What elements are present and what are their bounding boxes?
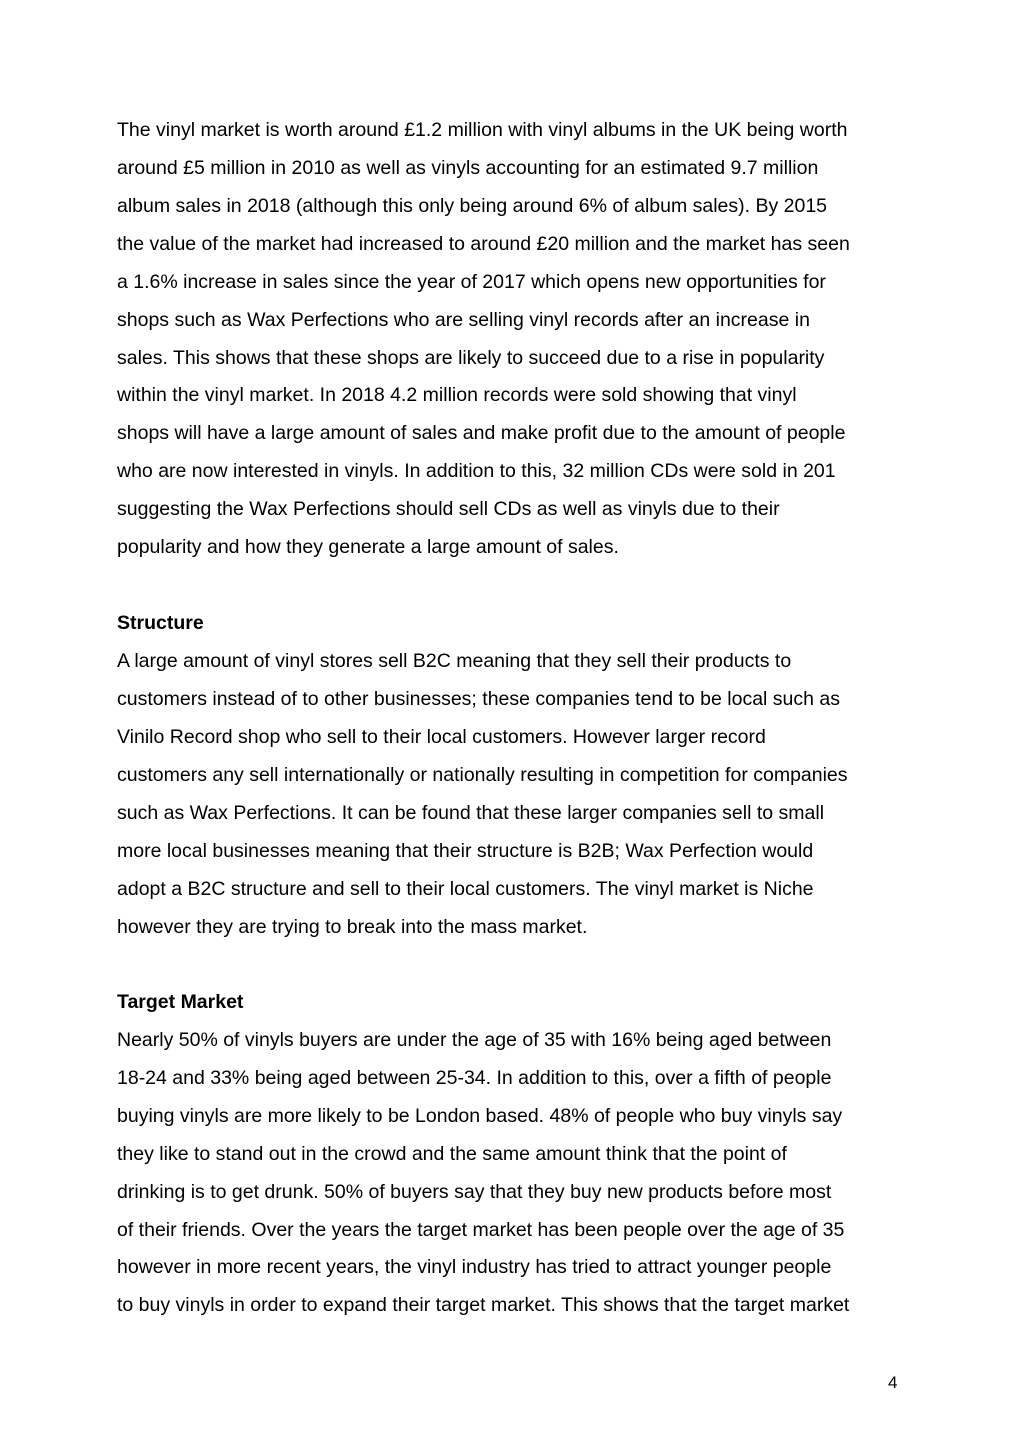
structure-line: A large amount of vinyl stores sell B2C meaning that they sell their products to bbox=[117, 650, 792, 672]
structure-line: such as Wax Perfections. It can be found that these larger companies sell to small bbox=[117, 802, 825, 824]
intro-line: shops will have a large amount of sales and make profit due to the amount of people bbox=[117, 422, 846, 444]
target-market-line: drinking is to get drunk. 50% of buyers say that they buy new products before most bbox=[117, 1181, 832, 1203]
structure-line: customers instead of to other businesses; these companies tend to be local such as bbox=[117, 688, 840, 710]
page-number: 4 bbox=[888, 1373, 898, 1392]
intro-line: shops such as Wax Perfections who are selling vinyl records after an increase in bbox=[117, 309, 810, 331]
intro-line: suggesting the Wax Perfections should sell CDs as well as vinyls due to their bbox=[117, 498, 780, 520]
intro-line: sales. This shows that these shops are likely to succeed due to a rise in popularity bbox=[117, 347, 825, 369]
intro-line: popularity and how they generate a large amount of sales. bbox=[117, 536, 619, 558]
intro-line: a 1.6% increase in sales since the year of 2017 which opens new opportunities for bbox=[117, 271, 826, 293]
intro-line: around £5 million in 2010 as well as vinyls accounting for an estimated 9.7 million bbox=[117, 157, 819, 179]
intro-line: who are now interested in vinyls. In addition to this, 32 million CDs were sold in 201 bbox=[117, 460, 836, 482]
intro-line: the value of the market had increased to around £20 million and the market has seen bbox=[117, 233, 850, 255]
intro-line: album sales in 2018 (although this only being around 6% of album sales). By 2015 bbox=[117, 195, 828, 217]
target-market-line: they like to stand out in the crowd and the same amount think that the point of bbox=[117, 1143, 787, 1165]
target-market-line: however in more recent years, the vinyl industry has tried to attract younger people bbox=[117, 1256, 832, 1278]
structure-line: Vinilo Record shop who sell to their local customers. However larger record bbox=[117, 726, 766, 748]
structure-line: customers any sell internationally or nationally resulting in competition for companies bbox=[117, 764, 848, 786]
target-market-heading: Target Market bbox=[117, 991, 244, 1013]
structure-line: adopt a B2C structure and sell to their local customers. The vinyl market is Niche bbox=[117, 878, 814, 900]
structure-line: more local businesses meaning that their structure is B2B; Wax Perfection would bbox=[117, 840, 814, 862]
intro-line: The vinyl market is worth around £1.2 million with vinyl albums in the UK being worth bbox=[117, 119, 848, 141]
structure-heading: Structure bbox=[117, 612, 204, 634]
target-market-line: Nearly 50% of vinyls buyers are under the age of 35 with 16% being aged between bbox=[117, 1029, 832, 1051]
structure-line: however they are trying to break into the mass market. bbox=[117, 916, 588, 938]
target-market-line: 18-24 and 33% being aged between 25-34. In addition to this, over a fifth of people bbox=[117, 1067, 832, 1089]
target-market-line: of their friends. Over the years the target market has been people over the age of 35 bbox=[117, 1219, 845, 1241]
target-market-line: buying vinyls are more likely to be London based. 48% of people who buy vinyls say bbox=[117, 1105, 843, 1127]
intro-line: within the vinyl market. In 2018 4.2 million records were sold showing that vinyl bbox=[117, 384, 797, 406]
target-market-line: to buy vinyls in order to expand their target market. This shows that the target market bbox=[117, 1294, 850, 1316]
